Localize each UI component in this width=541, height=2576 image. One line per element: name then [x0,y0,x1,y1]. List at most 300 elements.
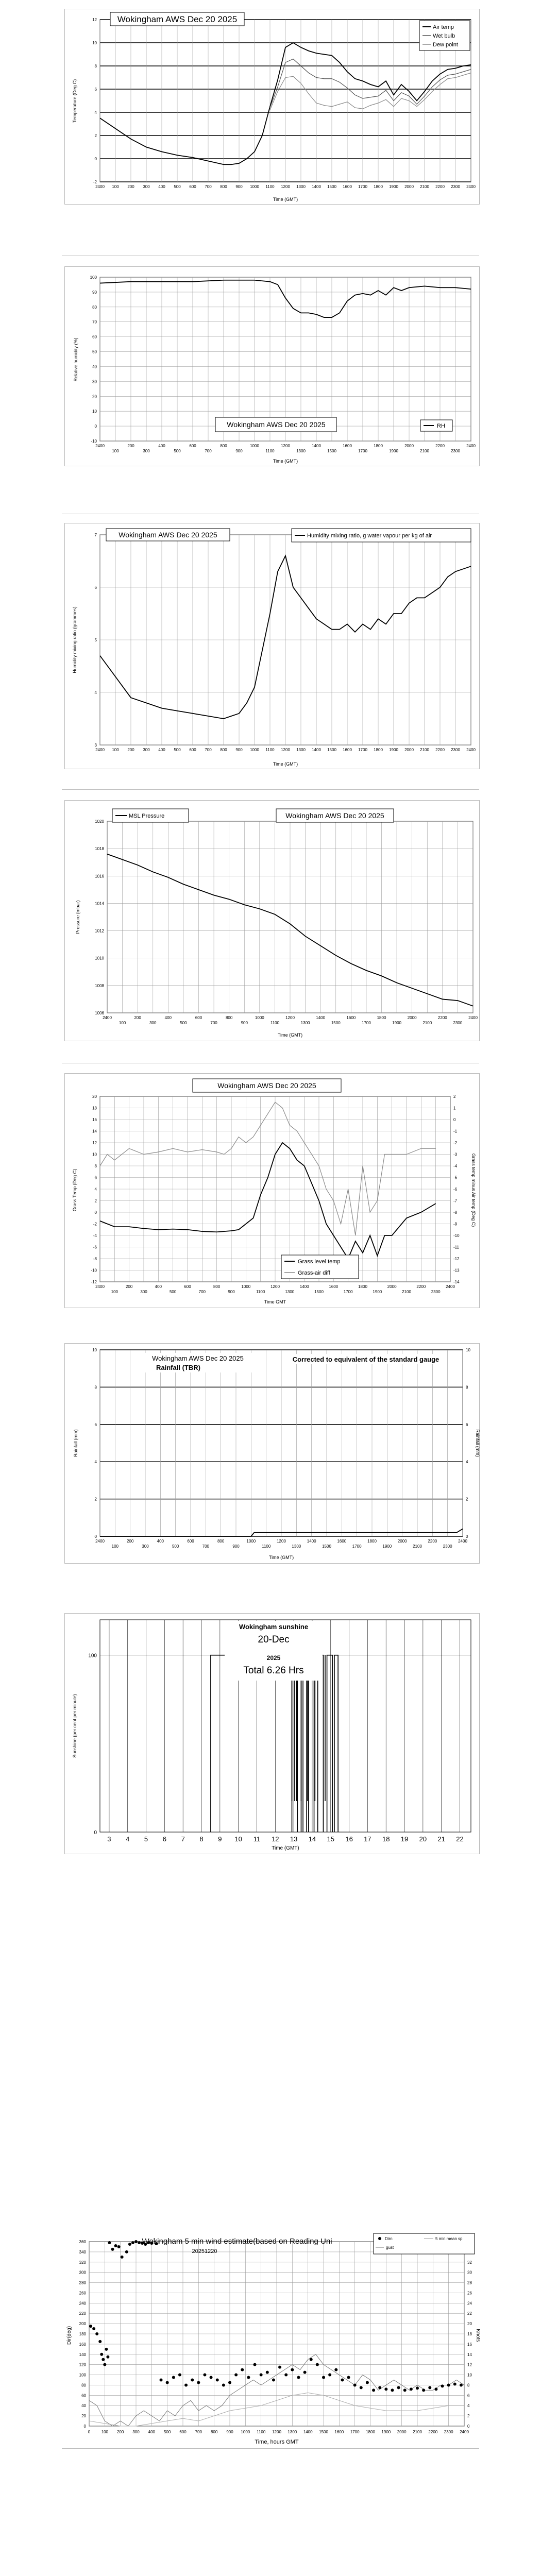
chart-subtitle: Rainfall (TBR) [156,1364,200,1371]
y2-tick-labels [467,2240,472,2429]
y-tick-label: 16 [92,1117,97,1122]
y-tick-label: 1016 [95,874,104,879]
y-tick-label: 8 [94,1164,97,1168]
direction-point [102,2358,105,2361]
y2-tick-label: -13 [453,1268,460,1273]
x-tick-label: 700 [205,449,212,453]
direction-point [131,2241,134,2244]
x-tick-label: 1800 [358,1284,367,1289]
x-tick-label: 100 [101,2430,109,2434]
direction-point [372,2388,375,2392]
direction-point [95,2332,98,2335]
x-tick-label: 900 [232,1544,240,1549]
y-tick-label: 220 [79,2311,86,2316]
y2-tick-label: 16 [467,2342,472,2347]
y2-axis-label: Grass temp minus Air temp (Deg C) [471,1153,476,1227]
x-tick-label: 100 [111,1290,119,1294]
legend-label: Air temp [433,24,454,30]
x-tick-label: 400 [164,1015,172,1020]
x-tick-label: 100 [112,748,119,752]
x-tick-label: 2300 [451,748,460,752]
y-tick-label: 20 [81,2414,86,2419]
x-tick-label: 600 [189,748,196,752]
y-tick-labels [79,2240,87,2429]
x-tick-label: 1300 [296,449,306,453]
y-tick-label: 80 [81,2383,86,2388]
x-tick-label: 200 [125,1284,133,1289]
y-tick-label: 1008 [95,983,104,988]
y-tick-label: 0 [94,1534,97,1539]
x-tick-label: 100 [112,449,119,453]
y-tick-label: -10 [91,1268,97,1273]
y-axis-label: Humidity mixing ratio (grammes) [72,606,77,673]
x-tick-label: 1400 [312,184,321,189]
legend-label: MSL Pressure [129,813,165,819]
y-tick-labels [92,1348,97,1539]
direction-point [92,2327,95,2330]
x-axis-label: Time (GMT) [268,1555,294,1560]
x-tick-label: 1000 [241,2430,250,2434]
x-tick-label: 500 [174,184,181,189]
y2-tick-label: -12 [453,1257,460,1261]
x-tick-label: 12 [272,1835,279,1843]
y2-tick-label: 6 [467,2393,470,2398]
x-tick-label: 2100 [402,1290,411,1294]
y-tick-label: 50 [92,349,97,354]
x-tick-label: 2100 [413,2430,422,2434]
direction-point [422,2388,425,2392]
x-tick-label: 500 [174,449,181,453]
chart-title: Wokingham AWS Dec 20 2025 [119,531,217,539]
direction-point [210,2376,213,2379]
y2-tick-label: 14 [467,2352,472,2357]
direction-point [117,2245,121,2248]
direction-point [391,2388,394,2392]
x-tick-label: 200 [127,748,134,752]
x-tick-label: 1300 [288,2430,297,2434]
direction-point [460,2383,463,2386]
direction-point [121,2256,124,2259]
direction-point [253,2363,257,2366]
y-tick-label: 40 [92,364,97,369]
y-tick-label: 1012 [95,928,104,934]
x-tick-label: 300 [142,1544,149,1549]
y-tick-labels [95,819,104,1015]
y-tick-label: 0 [94,1210,97,1215]
x-tick-label: 1100 [265,748,275,752]
wind-chart-panel [64,2232,480,2448]
x-tick-label: 0 [88,2430,91,2434]
x-tick-label: 600 [184,1284,191,1289]
x-tick-label: 800 [220,748,227,752]
x-tick-label: 1600 [346,1015,356,1020]
chart-title: Wokingham AWS Dec 20 2025 [285,811,384,820]
x-tick-label: 500 [172,1544,179,1549]
direction-point [397,2386,400,2389]
direction-point [222,2383,225,2386]
x-tick-label: 300 [132,2430,140,2434]
y-tick-label: 4 [94,110,97,115]
x-tick-label: 1200 [270,1284,280,1289]
chart-title: Wokingham 5 min wind estimate(based on Reading Uni [142,2237,332,2246]
x-tick-label: 1500 [322,1544,331,1549]
direction-point [447,2383,450,2386]
x-tick-label: 1300 [300,1021,310,1025]
x-tick-label: 900 [235,748,243,752]
x-tick-label: 800 [210,2430,218,2434]
x-tick-label: 2400 [458,1539,467,1544]
x-tick-label: 18 [382,1835,390,1843]
y2-tick-label: 20 [467,2321,472,2327]
x-tick-label: 100 [111,1544,119,1549]
x-axis-label: Time (GMT) [272,1845,299,1851]
y-tick-labels [91,1094,97,1284]
mixing-ratio-chart [65,523,480,770]
direction-point [89,2325,92,2328]
direction-point [125,2250,128,2253]
x-tick-label: 2400 [460,2430,469,2434]
x-tick-label: 100 [119,1021,126,1025]
y-tick-label: 2 [94,1198,97,1204]
x-tick-labels [88,2430,469,2434]
x-tick-label: 200 [126,1539,134,1544]
x-tick-label: 20 [419,1835,427,1843]
y-axis-label: Dir(deg) [66,2326,72,2345]
x-tick-label: 2400 [95,1284,105,1289]
x-tick-label: 600 [179,2430,187,2434]
x-tick-label: 700 [210,1021,217,1025]
direction-point [403,2388,407,2392]
y-tick-label: -6 [93,1245,97,1250]
direction-point [98,2340,102,2343]
x-tick-label: 700 [205,748,212,752]
direction-point [428,2386,431,2389]
x-tick-label: 200 [127,444,134,448]
x-tick-label: 900 [235,449,243,453]
x-tick-label: 2200 [435,444,445,448]
legend-label: Dew point [433,42,458,48]
legend-label: gust [386,2245,394,2250]
x-tick-label: 2000 [397,1539,407,1544]
x-tick-label: 1500 [327,449,336,453]
x-tick-label: 2400 [95,444,105,448]
y2-tick-label: -14 [453,1280,460,1284]
direction-point [108,2241,111,2244]
chart-note: Corrected to equivalent of the standard gauge [292,1355,439,1363]
y2-tick-label: 8 [466,1385,468,1390]
x-tick-label: 1400 [312,748,321,752]
y2-tick-label: 0 [467,2424,470,2429]
grass-temp-chart [65,1074,480,1309]
x-tick-labels [95,1539,467,1549]
x-tick-label: 1700 [350,2430,360,2434]
x-tick-label: 1300 [292,1544,301,1549]
x-tick-labels [95,748,476,752]
direction-point [310,2358,313,2361]
x-tick-label: 200 [116,2430,124,2434]
direction-point [416,2386,419,2389]
x-tick-label: 100 [112,184,119,189]
x-tick-label: 2400 [468,1015,478,1020]
x-tick-label: 13 [290,1835,298,1843]
rainfall-chart-panel [64,1343,480,1564]
x-tick-label: 2000 [404,444,414,448]
y-axis-label: Temperature (Deg C) [72,79,77,123]
x-tick-label: 14 [308,1835,316,1843]
x-axis-label: Time (GMT) [273,459,298,464]
direction-point [353,2383,357,2386]
x-tick-label: 1600 [343,748,352,752]
y2-tick-label: -9 [453,1222,458,1227]
y-tick-labels [92,18,97,184]
direction-point [160,2379,163,2382]
y-tick-label: 8 [94,64,97,69]
direction-point [172,2376,175,2379]
direction-point [384,2387,387,2391]
y2-tick-label: 28 [467,2280,472,2285]
x-tick-label: 400 [157,1539,164,1544]
x-tick-label: 2300 [443,1544,452,1549]
direction-point [184,2383,188,2386]
y2-tick-labels [453,1094,460,1284]
x-tick-label: 2400 [95,1539,105,1544]
x-tick-label: 1600 [343,444,352,448]
x-tick-label: 2200 [435,748,445,752]
y-tick-label: 300 [79,2270,86,2275]
x-tick-label: 2100 [413,1544,422,1549]
y2-tick-label: 0 [466,1534,468,1539]
y-tick-label: 0 [94,424,97,429]
x-tick-label: 200 [127,184,134,189]
direction-point [100,2353,103,2356]
y-tick-label: 10 [92,1152,97,1157]
rainfall-chart [65,1344,480,1564]
x-tick-label: 1500 [327,748,336,752]
y-tick-label: 60 [81,2393,86,2398]
x-tick-label: 500 [163,2430,171,2434]
x-tick-label: 300 [140,1290,147,1294]
direction-point [441,2384,444,2387]
x-tick-label: 1300 [296,748,306,752]
y-tick-label: 4 [94,690,97,695]
direction-point [316,2363,319,2366]
y2-tick-label: 2 [466,1497,468,1502]
y-tick-label: 2 [94,133,97,138]
y2-tick-label: 22 [467,2311,472,2316]
direction-point [106,2355,109,2359]
x-tick-label: 2400 [95,748,105,752]
y-tick-label: 5 [94,638,97,642]
direction-point [203,2374,206,2377]
y2-tick-label: -8 [453,1210,458,1215]
x-tick-label: 10 [234,1835,242,1843]
direction-point [453,2382,457,2385]
x-tick-label: 1200 [272,2430,281,2434]
y2-axis-label: Rainfall (mm) [475,1429,480,1457]
direction-point [266,2371,269,2374]
y2-tick-label: -5 [453,1175,458,1180]
x-tick-label: 2200 [428,1539,437,1544]
y-tick-label: 12 [92,18,97,22]
y2-tick-label: 24 [467,2301,472,2306]
y-tick-label: 7 [94,533,97,537]
x-tick-label: 2200 [416,1284,426,1289]
pressure-chart-panel [64,800,480,1041]
x-tick-label: 300 [143,748,150,752]
x-tick-label: 900 [226,2430,233,2434]
x-tick-label: 7 [181,1835,185,1843]
x-tick-label: 2300 [451,184,460,189]
sunshine-chart-panel [64,1613,480,1854]
y2-tick-label: 30 [467,2270,472,2275]
y2-tick-label: -6 [453,1187,458,1192]
x-tick-label: 16 [345,1835,353,1843]
x-tick-label: 2200 [428,2430,438,2434]
x-tick-label: 400 [155,1284,162,1289]
x-tick-label: 1200 [277,1539,286,1544]
x-axis-label: Time (GMT) [273,197,298,202]
x-tick-label: 9 [218,1835,222,1843]
y2-tick-labels [466,1348,470,1539]
chart-title: Wokingham AWS Dec 20 2025 [117,14,238,24]
x-tick-label: 1700 [358,184,367,189]
x-tick-label: 1700 [343,1290,353,1294]
x-tick-label: 1900 [392,1021,401,1025]
direction-point [410,2387,413,2391]
y-tick-labels [88,1653,97,1836]
x-tick-label: 1700 [358,748,367,752]
direction-point [228,2381,231,2384]
x-tick-label: 2200 [437,1015,447,1020]
x-tick-label: 15 [327,1835,334,1843]
y-tick-label: 240 [79,2301,86,2306]
x-tick-label: 2400 [466,748,476,752]
direction-point [297,2376,300,2379]
y-tick-label: -8 [93,1257,97,1261]
y-tick-labels [90,275,97,444]
y2-tick-label: 2 [453,1094,456,1099]
x-tick-label: 2000 [407,1015,417,1020]
humidity-chart-panel [64,266,480,466]
x-tick-label: 2400 [466,444,476,448]
legend-label: Grass level temp [298,1259,341,1265]
y-tick-label: 1014 [95,901,104,906]
x-tick-label: 1100 [262,1544,271,1549]
x-tick-label: 2000 [404,748,414,752]
x-tick-label: 2400 [466,184,476,189]
y2-tick-label: 18 [467,2332,472,2336]
x-tick-label: 1900 [389,748,398,752]
x-tick-label: 600 [189,184,196,189]
x-tick-label: 2300 [453,1021,463,1025]
x-tick-label: 2400 [446,1284,455,1289]
x-tick-label: 1600 [337,1539,347,1544]
x-tick-label: 21 [437,1835,445,1843]
y2-axis-label: Knots [475,2329,481,2342]
legend-label: Grass-air diff [298,1270,330,1276]
x-tick-label: 1000 [250,444,259,448]
x-tick-label: 1900 [389,449,398,453]
y2-tick-label: -3 [453,1152,458,1157]
direction-point [166,2381,169,2384]
y-tick-label: 30 [92,379,97,384]
y-tick-label: 120 [79,2362,86,2367]
direction-point [341,2379,344,2382]
x-tick-label: 1100 [265,184,275,189]
y2-tick-label: -2 [453,1141,458,1145]
x-tick-label: 2300 [444,2430,453,2434]
direction-point [128,2243,131,2246]
x-tick-label: 400 [158,444,165,448]
y-tick-label: 280 [79,2280,86,2285]
x-tick-label: 900 [235,184,243,189]
y-tick-label: 12 [92,1141,97,1145]
x-tick-label: 500 [174,748,181,752]
y-tick-label: 3 [94,743,97,748]
direction-point [366,2381,369,2384]
y-tick-label: 70 [92,319,97,325]
sunshine-chart [65,1614,480,1855]
x-tick-label: 1500 [331,1021,341,1025]
y-axis-label: Pressure (mbar) [75,900,80,934]
y2-tick-label: 26 [467,2291,472,2296]
y-tick-label: 40 [81,2403,86,2409]
x-tick-label: 1400 [303,2430,313,2434]
grass-temp-chart-panel [64,1073,480,1308]
x-tick-label: 1000 [250,748,259,752]
x-tick-label: 2000 [404,184,414,189]
temperature-chart-panel [64,9,480,205]
x-tick-labels [95,444,476,453]
direction-point [434,2387,437,2391]
x-tick-label: 11 [253,1835,261,1843]
y-tick-label: -2 [93,180,97,184]
y2-tick-label: 8 [467,2383,470,2388]
y-tick-label: 6 [94,87,97,92]
x-tick-label: 2000 [387,1284,397,1289]
x-tick-label: 1100 [270,1021,280,1025]
x-tick-label: 900 [241,1021,248,1025]
y-tick-label: 320 [79,2260,86,2265]
direction-point [197,2381,200,2384]
y-tick-label: 20 [92,394,97,399]
x-tick-label: 1000 [255,1015,264,1020]
x-tick-label: 1500 [327,184,336,189]
y-tick-label: 260 [79,2291,86,2296]
direction-point [303,2371,307,2374]
y-tick-label: 1020 [95,819,104,824]
y2-tick-label: -10 [453,1233,460,1238]
x-tick-label: 300 [143,449,150,453]
x-tick-label: 1400 [307,1539,316,1544]
x-axis-label: Time GMT [264,1299,286,1304]
direction-point [191,2379,194,2382]
x-tick-label: 2200 [435,184,445,189]
direction-point [272,2379,275,2382]
x-tick-label: 1800 [374,444,383,448]
y2-tick-label: -11 [453,1245,459,1250]
y2-tick-label: 32 [467,2260,472,2265]
x-tick-label: 2000 [397,2430,407,2434]
y-tick-label: 160 [79,2342,86,2347]
y-tick-label: 2 [94,1497,97,1502]
chart-title: Wokingham AWS Dec 20 2025 [152,1354,244,1362]
x-tick-label: 1500 [319,2430,328,2434]
y2-tick-label: 4 [467,2403,470,2409]
x-tick-label: 2300 [451,449,460,453]
legend-label: Dirn [385,2236,393,2241]
x-axis-label: Time (GMT) [277,1032,303,1038]
